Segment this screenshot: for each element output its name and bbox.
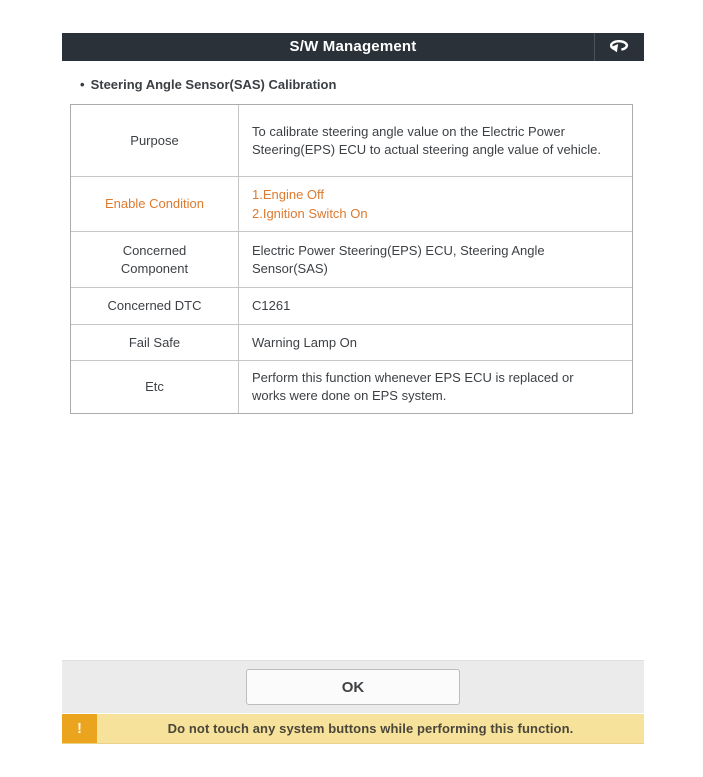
table-row-concerned-component xyxy=(71,231,632,287)
row-value: C1261 xyxy=(252,298,291,313)
back-button[interactable] xyxy=(594,33,644,61)
row-label: Purpose xyxy=(71,105,239,176)
table-row-fail-safe xyxy=(71,324,632,360)
row-label: Etc xyxy=(71,361,239,413)
return-arrow-icon xyxy=(608,37,632,58)
ok-button[interactable]: OK xyxy=(246,669,460,705)
row-label: Concerned DTC xyxy=(71,288,239,324)
row-value xyxy=(239,177,632,231)
table-row-etc xyxy=(71,360,632,413)
function-info-table xyxy=(70,104,633,414)
row-value: Electric Power Steering(EPS) ECU, Steering Angle Sensor(SAS) xyxy=(252,242,545,276)
table-row-enable-condition xyxy=(71,176,632,231)
table-row-concerned-dtc xyxy=(71,287,632,324)
warning-message: Do not touch any system buttons while performing this function. xyxy=(167,721,574,736)
condition-line: 2.Ignition Switch On xyxy=(252,206,368,221)
row-value: Warning Lamp On xyxy=(252,334,358,350)
function-subtitle xyxy=(80,77,336,92)
page-title: S/W Management xyxy=(289,38,417,55)
row-label: Enable Condition xyxy=(71,177,239,231)
function-subtitle-label: Steering Angle Sensor(SAS) Calibration xyxy=(90,77,337,92)
row-value: Perform this function whenever EPS ECU is replaced or works were done on EPS system. xyxy=(252,370,574,403)
header-bar xyxy=(62,33,644,61)
table-row-purpose xyxy=(71,105,632,176)
warning-bar xyxy=(62,714,644,744)
condition-line: 1.Engine Off xyxy=(252,187,325,202)
row-label: Fail Safe xyxy=(71,325,239,360)
row-value: To calibrate steering angle value on the Electric Power Steering(EPS) ECU to actual steering angle value of vehicle. xyxy=(252,123,602,157)
row-label: Concerned Component xyxy=(71,232,239,287)
exclamation-icon: ! xyxy=(62,714,97,743)
bottom-action-strip xyxy=(62,660,644,713)
bullet-icon: • xyxy=(80,77,85,92)
